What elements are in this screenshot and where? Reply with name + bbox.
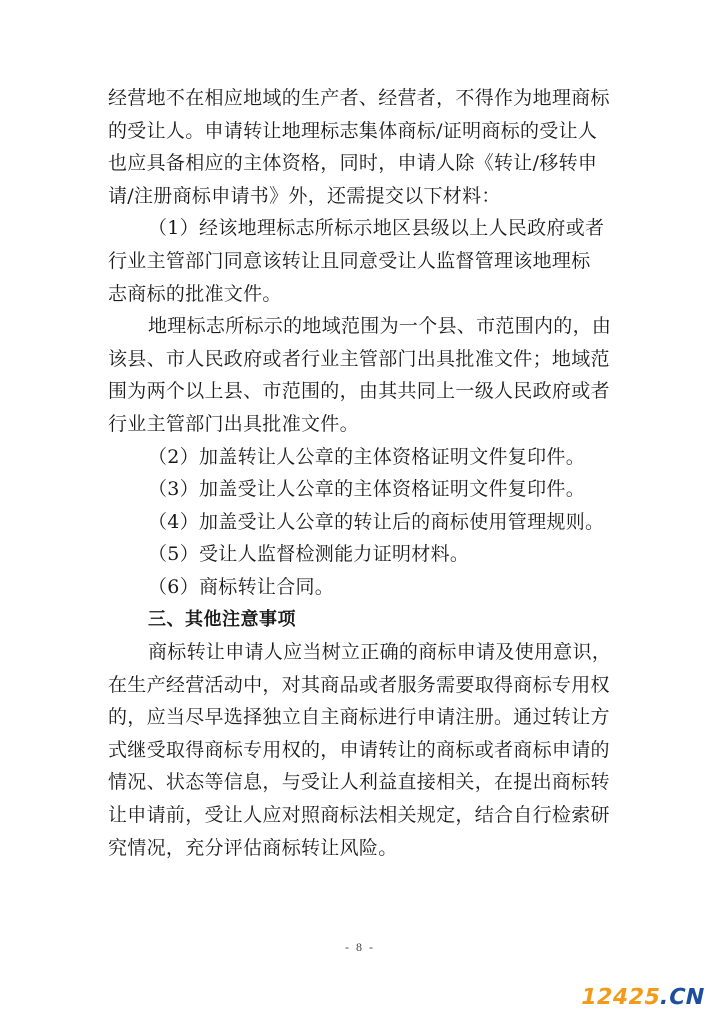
section-paragraph-line-1: 商标转让申请人应当树立正确的商标申请及使用意识， — [148, 641, 612, 664]
list-item-3: （3）加盖受让人公章的主体资格证明文件复印件。 — [148, 478, 585, 501]
list-item-5: （5）受让人监督检测能力证明材料。 — [148, 543, 470, 566]
text-line-3: 也应具备相应的主体资格，同时，申请人除《转让/移转申 — [108, 152, 598, 175]
paragraph-line-1: 地理标志所标示的地域范围为一个县、市范围内的，由 — [148, 315, 612, 338]
paragraph-line-3: 围为两个以上县、市范围的，由其共同上一级人民政府或者 — [108, 380, 610, 403]
text-line-2: 的受让人。申请转让地理标志集体商标/证明商标的受让人 — [108, 119, 598, 142]
document-page — [108, 82, 614, 864]
watermark-suffix: .CN — [656, 985, 707, 1010]
list-item-6: （6）商标转让合同。 — [148, 575, 335, 598]
section-paragraph-line-5: 情况、状态等信息，与受让人利益直接相关，在提出商标转 — [108, 771, 610, 794]
paragraph-line-4: 行业主管部门出具批准文件。 — [108, 412, 359, 435]
section-paragraph-line-7: 究情况，充分评估商标转让风险。 — [108, 836, 398, 859]
list-item-2: （2）加盖转让人公章的主体资格证明文件复印件。 — [148, 445, 585, 468]
list-item-1-line-2: 行业主管部门同意该转让且同意受让人监督管理该地理标 — [108, 249, 591, 272]
site-watermark-logo — [578, 985, 707, 1010]
page-number: - 8 - — [345, 940, 375, 954]
watermark-number: 12425 — [577, 985, 663, 1010]
section-paragraph-line-4: 式继受取得商标专用权的，申请转让的商标或者商标申请的 — [108, 738, 610, 761]
list-item-1-line-3: 志商标的批准文件。 — [108, 282, 282, 305]
section-paragraph-line-2: 在生产经营活动中，对其商品或者服务需要取得商标专用权 — [108, 673, 610, 696]
section-paragraph-line-6: 让申请前，受让人应对照商标法相关规定，结合自行检索研 — [108, 804, 610, 827]
text-line-4: 请/注册商标申请书》外，还需提交以下材料： — [108, 184, 501, 207]
list-item-1-line-1: （1）经该地理标志所标示地区县级以上人民政府或者 — [148, 217, 605, 240]
paragraph-line-2: 该县、市人民政府或者行业主管部门出具批准文件；地域范 — [108, 347, 610, 370]
list-item-4: （4）加盖受让人公章的转让后的商标使用管理规则。 — [148, 510, 605, 533]
section-heading: 三、其他注意事项 — [148, 608, 296, 630]
text-line-1: 经营地不在相应地域的生产者、经营者，不得作为地理商标 — [108, 87, 610, 109]
section-paragraph-line-3: 的，应当尽早选择独立自主商标进行申请注册。通过转让方 — [108, 706, 610, 729]
